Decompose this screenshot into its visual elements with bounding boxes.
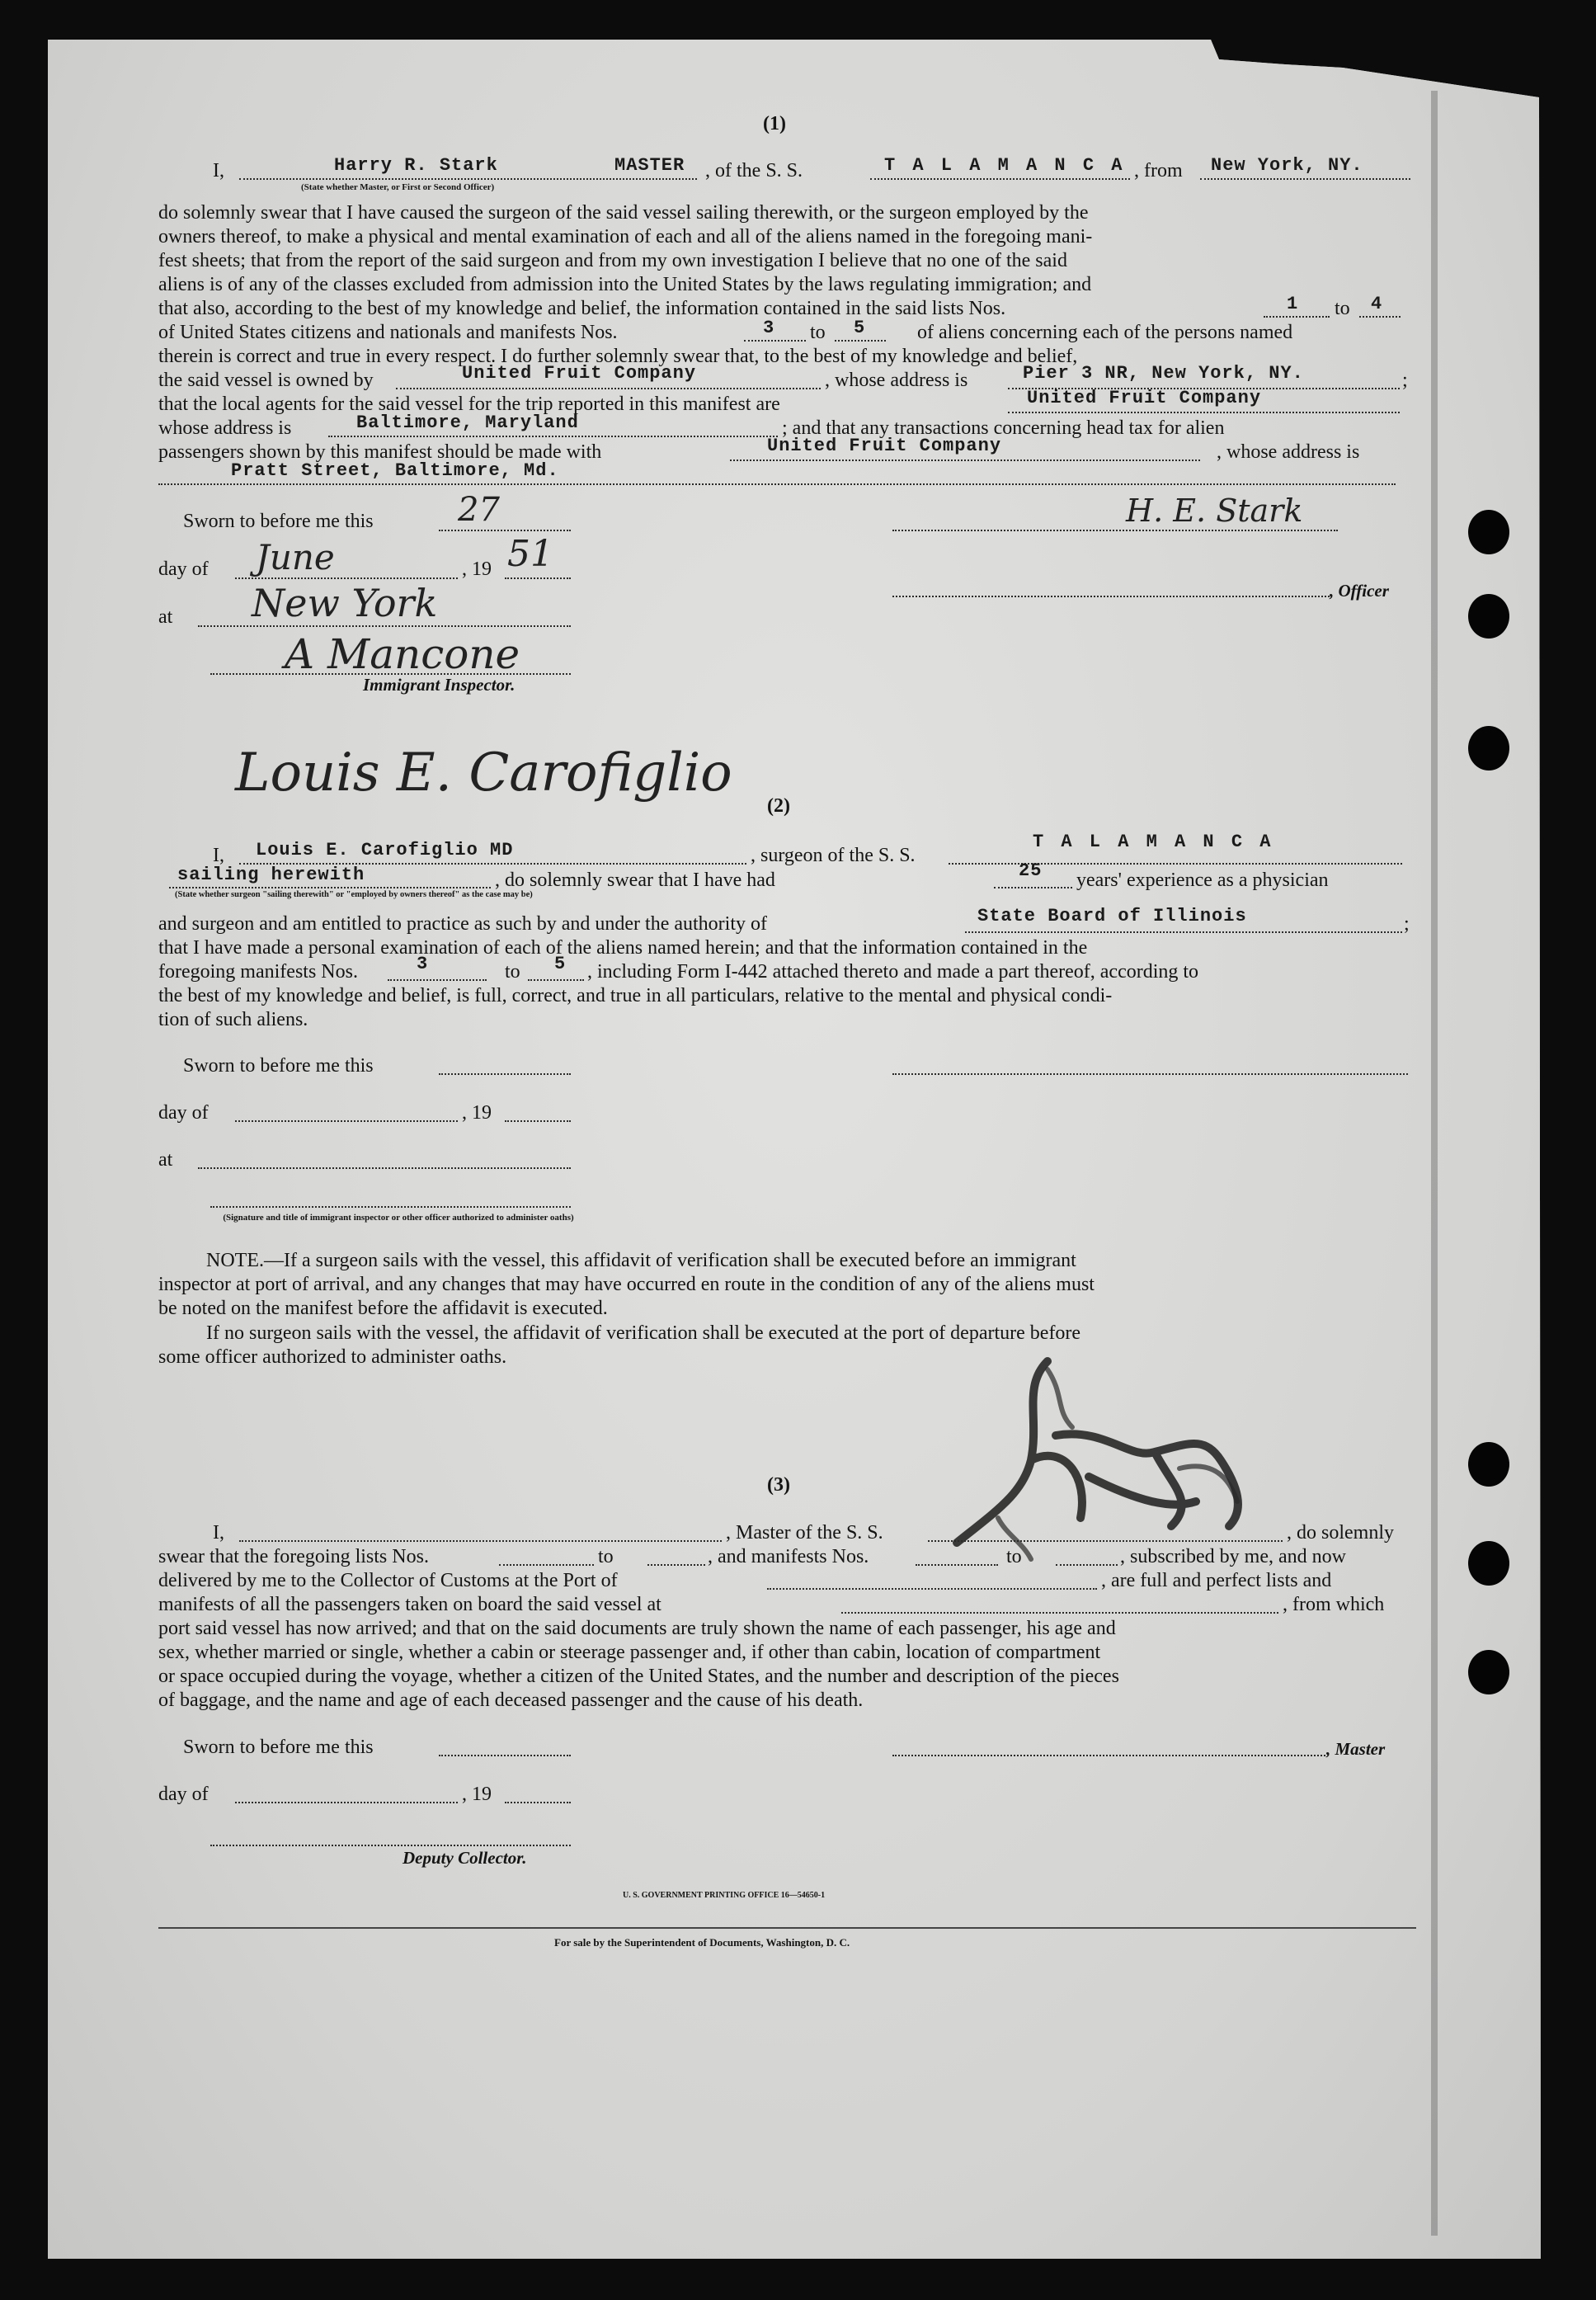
fill-line [235, 1120, 458, 1122]
i-label: I, [213, 1522, 224, 1544]
fill-line [235, 577, 458, 579]
owner-address-label: , whose address is [825, 370, 968, 391]
sworn-label: Sworn to before me this [183, 511, 374, 532]
fill-line [647, 1564, 705, 1566]
punch-hole [1468, 510, 1509, 554]
headtax-address-label: , whose address is [1217, 441, 1360, 463]
fill-line [499, 1564, 594, 1566]
master-rank: MASTER [614, 155, 685, 176]
year-prefix: , 19 [462, 559, 492, 580]
vessel-name: T A L A M A N C A [884, 155, 1126, 176]
officer-label: , Officer [1330, 581, 1389, 601]
oath-line: do solemnly swear that I have caused the surgeon of the said vessel sailing therewith, or the surgeon employed by the [158, 202, 1089, 224]
at-label: at [158, 1149, 173, 1171]
oath-line: of baggage, and the name and age of each deceased passenger and the cause of his death. [158, 1690, 864, 1711]
oath-line: of aliens concerning each of the persons named [917, 322, 1293, 343]
fill-line [1359, 316, 1401, 318]
agents-label: that the local agents for the said vessel for the trip reported in this manifest are [158, 394, 780, 415]
of-the-ss: , of the S. S. [705, 160, 803, 181]
inspector-title: Immigrant Inspector. [363, 675, 516, 695]
oath-line: that I have made a personal examination of each of the aliens named herein; and that the information contained in the [158, 937, 1088, 959]
oath-line: swear that the foregoing lists Nos. [158, 1546, 429, 1567]
sworn-place: New York [252, 581, 438, 625]
master-name: Harry R. Stark [334, 155, 498, 176]
fill-line [870, 178, 1130, 180]
fill-line [892, 530, 1338, 531]
departure-port: New York, NY. [1211, 155, 1363, 176]
punch-hole [1468, 1541, 1509, 1586]
headtax-party: United Fruit Company [767, 436, 1002, 456]
punch-hole [1468, 1650, 1509, 1694]
sworn-year: 51 [507, 533, 553, 575]
i-label: I, [213, 160, 224, 181]
fill-line [1200, 178, 1410, 180]
sailing-status: sailing herewith [177, 865, 365, 885]
section-number: (1) [763, 113, 786, 134]
day-of-label: day of [158, 1784, 209, 1805]
years-experience: 25 [1019, 860, 1043, 881]
fill-line [396, 388, 821, 389]
vessel-name: T A L A M A N C A [1033, 832, 1274, 852]
licensing-authority: State Board of Illinois [977, 906, 1247, 926]
owner-address: Pier 3 NR, New York, NY. [1023, 363, 1304, 384]
fill-line [388, 979, 487, 981]
vessel-owner: United Fruit Company [462, 363, 697, 384]
surgeon-note: (State whether surgeon "sailing therewith" or "employed by owners thereof" as the case may be) [175, 890, 533, 899]
at-label: at [158, 606, 173, 628]
fill-line [439, 1755, 571, 1756]
fill-line [994, 887, 1072, 888]
to-label: to [1006, 1546, 1022, 1567]
surgeon-name: Louis E. Carofiglio MD [256, 840, 514, 860]
fill-line [928, 1540, 1283, 1542]
footer-rule [158, 1927, 1416, 1929]
to-label: to [505, 961, 520, 983]
note-line: some officer authorized to administer oaths. [158, 1346, 507, 1368]
fill-line [1008, 412, 1400, 413]
manifests-from: 3 [763, 318, 775, 338]
fill-line [505, 1120, 571, 1122]
section-number: (2) [767, 795, 790, 817]
fill-line [439, 530, 571, 531]
fill-line [835, 340, 886, 342]
punch-hole [1468, 1442, 1509, 1487]
lists-to: 4 [1371, 294, 1383, 314]
fill-line [892, 1073, 1408, 1075]
lists-from: 1 [1287, 294, 1299, 314]
fill-line [239, 178, 697, 180]
collector-title: Deputy Collector. [403, 1848, 527, 1868]
inspector-signature: A Mancone [285, 630, 520, 678]
fill-line [158, 483, 1396, 485]
years-label: years' experience as a physician [1076, 870, 1329, 891]
signature-note: (Signature and title of immigrant inspector or other officer authorized to administer oaths) [223, 1213, 574, 1223]
oath-line: tion of such aliens. [158, 1009, 308, 1030]
agents-address-label: whose address is [158, 417, 292, 439]
fill-line [210, 1845, 571, 1846]
fill-line [235, 1802, 458, 1803]
headtax-address: Pratt Street, Baltimore, Md. [231, 460, 559, 481]
day-of-label: day of [158, 1102, 209, 1124]
sale-notice: For sale by the Superintendent of Documents, Washington, D. C. [554, 1936, 850, 1949]
fill-line [198, 1167, 571, 1169]
note-line: If no surgeon sails with the vessel, the affidavit of verification shall be executed at the port of departure before [206, 1322, 1081, 1344]
oath-line: owners thereof, to make a physical and mental examination of each and all of the aliens named in the foregoing mani- [158, 226, 1093, 247]
master-of-label: , Master of the S. S. [726, 1522, 883, 1544]
oath-line: fest sheets; that from the report of the said surgeon and from my own investigation I believe that no one of the said [158, 250, 1067, 271]
oath-line: ; and that any transactions concerning head tax for alien [782, 417, 1225, 439]
manifests-to: 5 [854, 318, 866, 338]
fill-line [505, 577, 571, 579]
oath-line: of United States citizens and nationals and manifests Nos. [158, 322, 618, 343]
fill-line [328, 436, 778, 437]
fill-line [965, 931, 1402, 933]
oath-line: , from which [1283, 1594, 1385, 1615]
fill-line [892, 1755, 1325, 1756]
oath-line: port said vessel has now arrived; and that on the said documents are truly shown the name of each passenger, his age and [158, 1618, 1116, 1639]
fill-line [744, 340, 806, 342]
fill-line [239, 1540, 722, 1542]
fill-line [949, 863, 1402, 865]
fill-line [1056, 1564, 1118, 1566]
from-label: , from [1134, 160, 1183, 181]
do-solemnly-label: , do solemnly [1287, 1522, 1394, 1544]
rank-note: (State whether Master, or First or Second Officer) [301, 182, 495, 192]
fill-line [916, 1564, 998, 1566]
owner-label: the said vessel is owned by [158, 370, 374, 391]
headtax-label: passengers shown by this manifest should be made with [158, 441, 602, 463]
oath-line: , including Form I-442 attached thereto and made a part thereof, according to [587, 961, 1199, 983]
fill-line [505, 1802, 571, 1803]
surgeon-signature: Louis E. Carofiglio [235, 742, 732, 804]
oath-line: that also, according to the best of my knowledge and belief, the information contained in the said lists Nos. [158, 298, 1006, 319]
fill-line [730, 460, 1200, 461]
master-label: , Master [1326, 1739, 1386, 1759]
oath-line: , are full and perfect lists and [1101, 1570, 1332, 1591]
local-agents: United Fruit Company [1027, 388, 1262, 408]
note-line: inspector at port of arrival, and any changes that may have occurred en route in the condition of any of the aliens must [158, 1274, 1095, 1295]
binding-shadow [1431, 91, 1438, 2236]
oath-line: therein is correct and true in every respect. I do further solemnly swear that, to the best of my knowledge and belief, [158, 346, 1078, 367]
swear-label: , do solemnly swear that I have had [495, 870, 775, 891]
punch-hole [1468, 594, 1509, 639]
to-label: to [810, 322, 826, 343]
fill-line [892, 596, 1330, 597]
note-line: be noted on the manifest before the affidavit is executed. [158, 1298, 608, 1319]
fill-line [210, 1206, 571, 1208]
to-label: to [598, 1546, 614, 1567]
year-prefix: , 19 [462, 1784, 492, 1805]
manifests-to: 5 [554, 954, 567, 974]
oath-line: and surgeon and am entitled to practice as such by and under the authority of [158, 913, 767, 935]
oath-line: aliens is of any of the classes excluded from admission into the United States by the laws regulating immigration; and [158, 274, 1092, 295]
oath-line: delivered by me to the Collector of Customs at the Port of [158, 1570, 618, 1591]
fill-line [528, 979, 584, 981]
oath-line: foregoing manifests Nos. [158, 961, 358, 983]
oath-line: the best of my knowledge and belief, is full, correct, and true in all particulars, relative to the mental and physical condi- [158, 985, 1113, 1006]
to-label: to [1335, 298, 1350, 319]
section-number: (3) [767, 1474, 790, 1496]
sworn-day: 27 [458, 491, 500, 529]
agents-address: Baltimore, Maryland [356, 412, 579, 433]
fill-line [767, 1588, 1097, 1590]
oath-line: sex, whether married or single, whether a cabin or steerage passenger and, if other than cabin, location of compartment [158, 1642, 1101, 1663]
manifests-from: 3 [417, 954, 429, 974]
fill-line [198, 625, 571, 627]
surgeon-of-label: , surgeon of the S. S. [751, 845, 916, 866]
oath-line: manifests of all the passengers taken on board the said vessel at [158, 1594, 661, 1615]
master-signature: H. E. Stark [1126, 493, 1303, 529]
fill-line [169, 887, 491, 888]
year-prefix: , 19 [462, 1102, 492, 1124]
fill-line [439, 1073, 571, 1075]
document-page: (1) I, Harry R. Stark MASTER , of the S. S. T A L A M A N C A , from New York, NY. (State whether Master, or First or Second Officer) do solemnly swear that I have caused the surgeon of the said vessel sailing therewith, or the surgeon employed by the owners thereof, to make a physical and mental examination of each and all of the aliens named in the foregoing mani- fest sheets; that from the report of the said surgeon and from my own investigation I believe that no one of the said aliens is of any of the classes excluded from admission into the United States by the laws regulating immigration; and that also, according to the best of my knowledge and belief, the information contained in the said lists Nos. 1 to 4 of United States citizens and nationals and manifests Nos. 3 to 5 of aliens concerning each of the persons named therein is correct and true in every respect. I do further solemnly swear that, to the best of my knowledge and belief, the said vessel is owned by United Fruit Company , whose address is Pier 3 NR, New York, NY. ; that the local agents for the said vessel for the trip reported in this manifest are United Fruit Company whose address is Baltimore, Maryland ; and that any transactions concerning head tax for alien passengers shown by this manifest should be made with United Fruit Company , whose address is Pratt Street, Baltimore, Md. Sworn to before me this 27 day of June , 19 51 at New York A Mancone Immigrant Inspector. H. E. Stark , Officer Louis E. Carofiglio (2) I, Louis E. Carofiglio MD , surgeon of the S. S. T A L A M A N C A sailing herewith , do solemnly swear that I have had 25 years' experience as a physician (State whether surgeon "sailing therewith" or "employed by owners thereof" as the case may be) and surgeon and am entitled to practice as such by and under the authority of State Board of Illinois ; that I have made a personal examination of each of the aliens named herein; and that the information contained in the foregoing manifests Nos. 3 to 5 , including Form I-442 attached thereto and made a part thereof, according to the best of my knowledge and belief, is full, correct, and true in all particulars, relative to the mental and physical condi- tion of such aliens. Sworn to before me this day of , 19 at (Signature and title of immigrant inspector or other officer authorized to administer oaths) NOTE.—If a surgeon sails with the vessel, this affidavit of verification shall be executed before an immigrant inspector at port of arrival, and any changes that may have occurred en route in the condition of any of the aliens must be noted on the manifest before the affidavit is executed. If no surgeon sails with the vessel, the affidavit of verification shall be executed at the port of departure before some officer authorized to administer oaths. (3) I, , Master of the S. S. , do solemnly swear that the foregoing lists Nos. to , and manifests Nos. to , subscribed by me, and now delivered by me to the Collector of Customs at the Port of , are full and perfect lists and manifests of all the passengers taken on board the said vessel at , from which port said vessel has now arrived; and that on the said documents are truly shown the name of each passenger, his age and sex, whether married or single, whether a cabin or steerage passenger and, if other than cabin, location of compartment or space occupied during the voyage, whether a citizen of the United States, and the number and description of the pieces of baggage, and the name and age of each deceased passenger and the cause of his death. Sworn to before me this , Master day of , 19 Deputy Collector. U. S. GOVERNMENT PRINTING OFFICE 16—54650-1 For sale by the Superintendent of Documents, Washington, D. C. [0, 0, 1596, 2300]
oath-line: , subscribed by me, and now [1120, 1546, 1346, 1567]
punch-hole [1468, 726, 1509, 771]
fill-line [1264, 316, 1330, 318]
oath-line: , and manifests Nos. [708, 1546, 869, 1567]
sworn-month: June [256, 537, 335, 577]
note-line: NOTE.—If a surgeon sails with the vessel, this affidavit of verification shall be executed before an immigrant [206, 1250, 1076, 1271]
fill-line [841, 1612, 1278, 1614]
printer-imprint: U. S. GOVERNMENT PRINTING OFFICE 16—54650-1 [623, 1891, 826, 1900]
i-label: I, [213, 845, 224, 866]
sworn-label: Sworn to before me this [183, 1055, 374, 1077]
sworn-label: Sworn to before me this [183, 1737, 374, 1758]
day-of-label: day of [158, 559, 209, 580]
oath-line: or space occupied during the voyage, whether a citizen of the United States, and the number and description of the pieces [158, 1666, 1119, 1687]
